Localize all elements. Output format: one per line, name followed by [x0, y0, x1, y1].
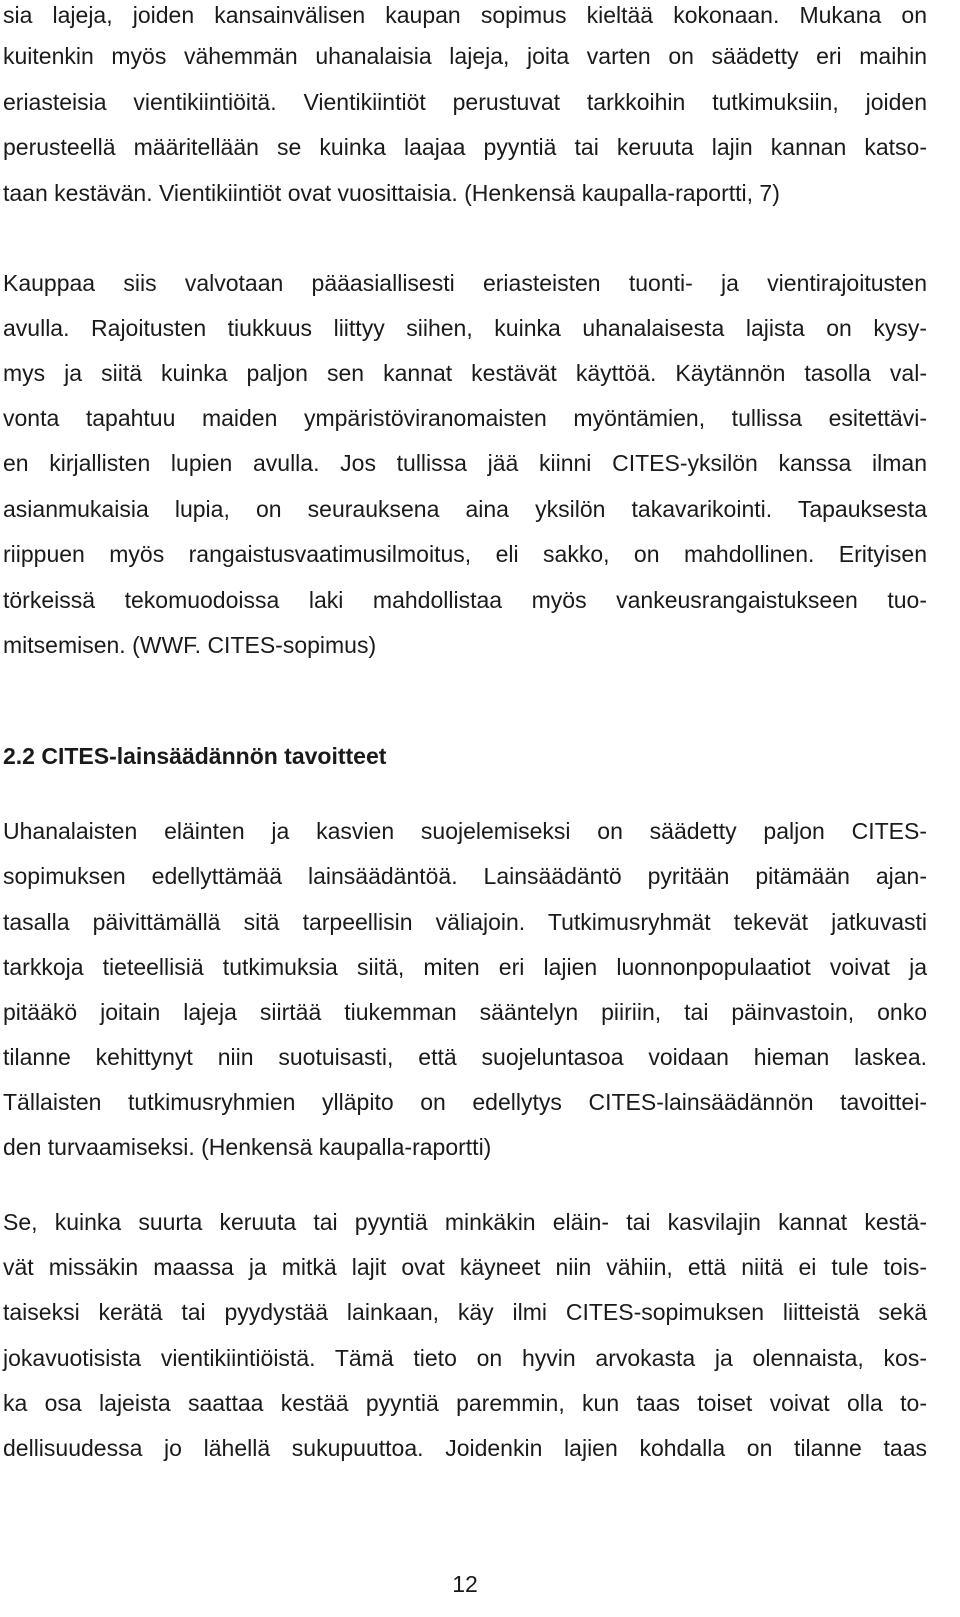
paragraph-line: mys ja siitä kuinka paljon sen kannat kestävät käyttöä. Käytännön tasolla val- [3, 360, 927, 386]
paragraph-line: jokavuotisista vientikiintiöistä. Tämä tieto on hyvin arvokasta ja olennaista, kos- [3, 1345, 927, 1371]
paragraph-line: mitsemisen. (WWF. CITES-sopimus) [3, 632, 377, 658]
paragraph-line: vät missäkin maassa ja mitkä lajit ovat käyneet niin vähiin, että niitä ei tule tois- [3, 1254, 927, 1280]
paragraph-line: sia lajeja, joiden kansainvälisen kaupan sopimus kieltää kokonaan. Mukana on [3, 2, 927, 28]
paragraph-line: tasalla päivittämällä sitä tarpeellisin väliajoin. Tutkimusryhmät tekevät jatkuvasti [3, 909, 927, 935]
paragraph-line: avulla. Rajoitusten tiukkuus liittyy siihen, kuinka uhanalaisesta lajista on kysy- [3, 315, 927, 341]
paragraph-line: Tällaisten tutkimusryhmien ylläpito on edellytys CITES-lainsäädännön tavoittei- [3, 1089, 927, 1115]
page-number: 12 [452, 1571, 478, 1597]
paragraph-line: vonta tapahtuu maiden ympäristöviranomaisten myöntämien, tullissa esitettävi- [3, 405, 927, 431]
paragraph-line: taan kestävän. Vientikiintiöt ovat vuosittaisia. (Henkensä kaupalla-raportti, 7) [3, 180, 780, 206]
paragraph-line: Kauppaa siis valvotaan pääasiallisesti eriasteisten tuonti- ja vientirajoitusten [3, 270, 927, 296]
paragraph-line: den turvaamiseksi. (Henkensä kaupalla-raportti) [3, 1134, 492, 1160]
paragraph-line: Se, kuinka suurta keruuta tai pyyntiä minkäkin eläin- tai kasvilajin kannat kestä- [3, 1209, 927, 1235]
paragraph-line: dellisuudessa jo lähellä sukupuuttoa. Joidenkin lajien kohdalla on tilanne taas [3, 1435, 927, 1461]
paragraph-line: eriasteisia vientikiintiöitä. Vientikiintiöt perustuvat tarkkoihin tutkimuksiin, joiden [3, 89, 927, 115]
paragraph-line: riippuen myös rangaistusvaatimusilmoitus, eli sakko, on mahdollinen. Erityisen [3, 541, 927, 567]
paragraph-line: pitääkö joitain lajeja siirtää tiukemman sääntelyn piiriin, tai päinvastoin, onko [3, 999, 927, 1025]
paragraph-line: asianmukaisia lupia, on seurauksena aina yksilön takavarikointi. Tapauksesta [3, 496, 927, 522]
paragraph-line: tarkkoja tieteellisiä tutkimuksia siitä, miten eri lajien luonnonpopulaatiot voivat ja [3, 954, 927, 980]
paragraph-line: ka osa lajeista saattaa kestää pyyntiä paremmin, kun taas toiset voivat olla to- [3, 1390, 927, 1416]
paragraph-line: Uhanalaisten eläinten ja kasvien suojelemiseksi on säädetty paljon CITES- [3, 818, 927, 844]
paragraph-line: sopimuksen edellyttämää lainsäädäntöä. Lainsäädäntö pyritään pitämään ajan- [3, 863, 927, 889]
paragraph-line: tilanne kehittynyt niin suotuisasti, että suojeluntasoa voidaan hieman laskea. [3, 1044, 927, 1070]
paragraph-line: en kirjallisten lupien avulla. Jos tullissa jää kiinni CITES-yksilön kanssa ilman [3, 450, 927, 476]
paragraph-line: taiseksi kerätä tai pyydystää lainkaan, käy ilmi CITES-sopimuksen liitteistä sekä [3, 1299, 927, 1325]
paragraph-line: törkeissä tekomuodoissa laki mahdollistaa myös vankeusrangaistukseen tuo- [3, 587, 927, 613]
section-heading: 2.2 CITES-lainsäädännön tavoitteet [3, 743, 387, 769]
paragraph-line: perusteellä määritellään se kuinka laajaa pyyntiä tai keruuta lajin kannan katso- [3, 134, 927, 160]
paragraph-line: kuitenkin myös vähemmän uhanalaisia lajeja, joita varten on säädetty eri maihin [3, 43, 927, 69]
